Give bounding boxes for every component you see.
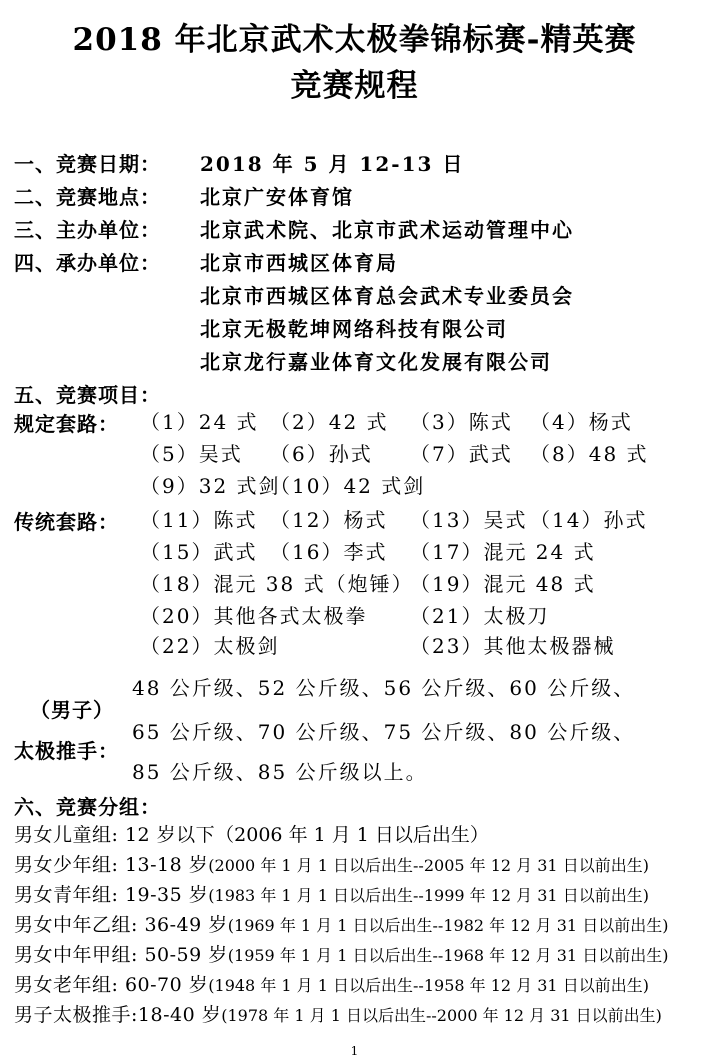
event-item: （21）太极刀 xyxy=(410,604,550,628)
info-value-organizer: 北京武术院、北京市武术运动管理中心 xyxy=(200,218,574,242)
event-item: （10）42 式剑 xyxy=(270,474,426,498)
event-item: （3）陈式 xyxy=(410,410,513,434)
event-item: （18）混元 38 式（炮锤） xyxy=(140,572,414,596)
group-name: 男女中年乙组: 36-49 岁 xyxy=(14,914,228,936)
event-item: （6）孙式 xyxy=(270,442,373,466)
event-item: （12）杨式 xyxy=(270,508,388,532)
page-number: 1 xyxy=(350,1044,359,1058)
info-value-host-3: 北京无极乾坤网络科技有限公司 xyxy=(200,317,508,341)
event-item: （8）48 式 xyxy=(530,442,649,466)
group-row xyxy=(14,970,649,997)
group-row xyxy=(14,910,668,937)
event-item: （23）其他太极器械 xyxy=(410,634,616,658)
event-item: （20）其他各式太极拳 xyxy=(140,604,368,628)
group-row xyxy=(14,940,668,967)
info-label-date: 一、竞赛日期： xyxy=(14,152,161,176)
group-row xyxy=(14,820,489,847)
group-row xyxy=(14,880,649,907)
push-hands-weight-classes: 65 公斤级、70 公斤级、75 公斤级、80 公斤级、 xyxy=(132,720,636,744)
group-row xyxy=(14,850,649,877)
event-item: （19）混元 48 式 xyxy=(410,572,596,596)
group-name: 男女中年甲组: 50-59 岁 xyxy=(14,944,228,966)
info-value-date: 2018 年 5 月 12-13 日 xyxy=(200,152,465,176)
push-hands-weight-classes: 48 公斤级、52 公斤级、56 公斤级、60 公斤级、 xyxy=(132,676,636,700)
push-hands-weight-classes: 85 公斤级、85 公斤级以上。 xyxy=(132,760,428,784)
event-item: （16）李式 xyxy=(270,540,388,564)
push-hands-label: 太极推手： xyxy=(14,739,119,763)
event-item: （13）吴式 xyxy=(410,508,528,532)
group-name: 男女青年组: 19-35 岁 xyxy=(14,884,209,906)
group-birth-range: （2006 年 1 月 1 日以后出生） xyxy=(215,824,489,846)
group-name: 男女儿童组: 12 岁以下 xyxy=(14,824,216,846)
group-birth-range: (1978 年 1 月 1 日以后出生--2000 年 12 月 31 日以前出生) xyxy=(221,1006,662,1025)
info-value-host-4: 北京龙行嘉业体育文化发展有限公司 xyxy=(200,350,552,374)
info-value-venue: 北京广安体育馆 xyxy=(200,185,354,209)
event-item: （11）陈式 xyxy=(140,508,258,532)
event-item: （2）42 式 xyxy=(270,410,389,434)
traditional-label: 传统套路： xyxy=(14,510,119,534)
prescribed-label: 规定套路： xyxy=(14,412,119,436)
event-item: （5）吴式 xyxy=(140,442,243,466)
event-item: （1）24 式 xyxy=(140,410,259,434)
event-item: （15）武式 xyxy=(140,540,258,564)
info-label-organizer: 三、主办单位： xyxy=(14,218,161,242)
group-birth-range: (2000 年 1 月 1 日以后出生--2005 年 12 月 31 日以前出生) xyxy=(208,856,649,875)
event-item: （22）太极剑 xyxy=(140,634,280,658)
event-item: （14）孙式 xyxy=(530,508,648,532)
group-birth-range: (1959 年 1 月 1 日以后出生--1968 年 12 月 31 日以前出生) xyxy=(227,946,669,965)
group-birth-range: (1983 年 1 月 1 日以后出生--1999 年 12 月 31 日以前出生) xyxy=(208,886,649,905)
events-heading: 五、竞赛项目： xyxy=(14,383,161,407)
event-item: （17）混元 24 式 xyxy=(410,540,596,564)
document-subtitle: 竞赛规程 xyxy=(290,68,419,104)
groups-heading: 六、竞赛分组： xyxy=(14,795,161,819)
info-value-host-1: 北京市西城区体育局 xyxy=(200,251,398,275)
info-label-host: 四、承办单位： xyxy=(14,251,161,275)
group-name: 男女少年组: 13-18 岁 xyxy=(14,854,209,876)
event-item: （9）32 式剑 xyxy=(140,474,281,498)
info-label-venue: 二、竞赛地点： xyxy=(14,185,161,209)
group-name: 男子太极推手:18-40 岁 xyxy=(14,1004,222,1026)
event-item: （7）武式 xyxy=(410,442,513,466)
group-name: 男女老年组: 60-70 岁 xyxy=(14,974,209,996)
document-title: 2018 年北京武术太极拳锦标赛-精英赛 xyxy=(72,22,637,58)
group-birth-range: (1948 年 1 月 1 日以后出生--1958 年 12 月 31 日以前出生) xyxy=(208,976,649,995)
event-item: （4）杨式 xyxy=(530,410,633,434)
group-row xyxy=(14,1000,662,1027)
push-hands-gender-label: （男子） xyxy=(30,698,114,722)
info-value-host-2: 北京市西城区体育总会武术专业委员会 xyxy=(200,284,574,308)
group-birth-range: (1969 年 1 月 1 日以后出生--1982 年 12 月 31 日以前出生) xyxy=(227,916,669,935)
